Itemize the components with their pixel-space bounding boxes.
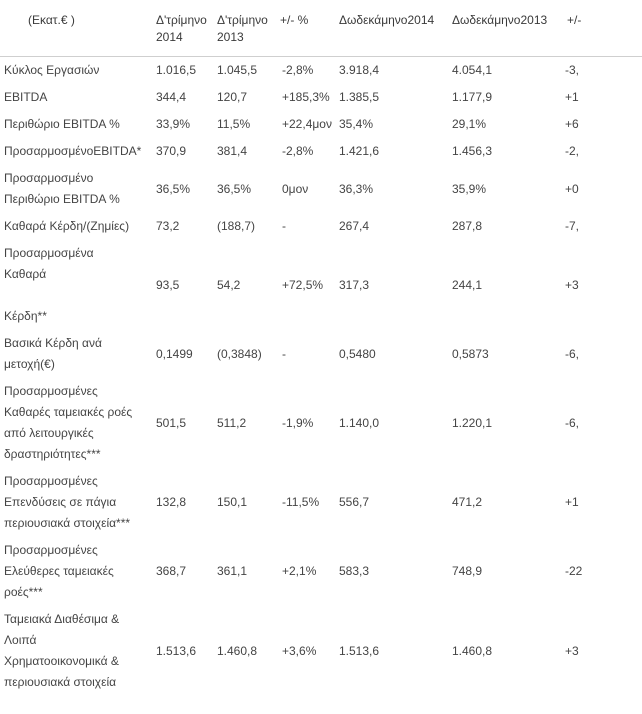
cell-change-percent: +22,4μον — [282, 117, 332, 131]
cell-quarter-current: 370,9 — [156, 144, 187, 158]
table-row — [0, 84, 642, 111]
cell-change: -22 — [565, 564, 583, 578]
cell-change: +1 — [565, 90, 579, 104]
row-label — [0, 240, 152, 330]
cell-quarter-prior: (188,7) — [217, 219, 256, 233]
column-header-change-percent: +/- % — [278, 8, 335, 57]
row-label-line: ροές*** — [4, 585, 43, 599]
cell-change: -3, — [565, 63, 580, 77]
cell-ytd-prior: 0,5873 — [452, 346, 489, 361]
row-label — [0, 213, 152, 240]
table-row — [0, 330, 642, 378]
cell-quarter-current: 1.016,5 — [156, 63, 197, 77]
row-label-line: περιουσιακά στοιχεία*** — [4, 516, 131, 530]
row-label — [0, 57, 152, 85]
cell-change-percent: - — [282, 346, 286, 361]
row-label-line: Καθαρά Κέρδη/(Ζημίες) — [4, 219, 130, 233]
row-label-line: περιουσιακά στοιχεία — [4, 675, 117, 689]
cell-ytd-current: 35,4% — [339, 117, 374, 131]
financial-summary-table — [0, 8, 642, 696]
row-label-line: Ταμειακά Διαθέσιμα & — [4, 612, 120, 626]
table-row — [0, 537, 642, 606]
row-label-line: Προσαρμοσμένες — [4, 474, 98, 488]
cell-change-percent: -2,8% — [282, 63, 314, 77]
table-header — [0, 8, 642, 57]
column-header-quarter-prior-line2: 2013 — [217, 30, 244, 44]
cell-quarter-current: 501,5 — [156, 415, 187, 430]
cell-ytd-current: 267,4 — [339, 219, 370, 233]
row-label-line: Κέρδη** — [4, 309, 47, 323]
column-header-unit: (Εκατ.€ ) — [0, 8, 152, 57]
row-label-line: Προσαρμοσμένα — [4, 246, 94, 260]
column-header-ytd-current: Δωδεκάμηνο2014 — [335, 8, 448, 57]
row-label-line: Περιθώριο EBITDA % — [4, 192, 120, 206]
table-body — [0, 57, 642, 697]
row-label-line: Κύκλος Εργασιών — [4, 63, 100, 77]
cell-quarter-prior: 54,2 — [217, 277, 241, 292]
cell-quarter-prior: 1.045,5 — [217, 63, 258, 77]
table-row — [0, 111, 642, 138]
row-label-line: Προσαρμοσμένο — [4, 171, 94, 185]
row-label — [0, 138, 152, 165]
cell-change: +3 — [565, 277, 579, 292]
cell-ytd-prior: 244,1 — [452, 277, 483, 292]
row-label-spacer — [4, 285, 148, 306]
cell-ytd-prior: 29,1% — [452, 117, 487, 131]
cell-change-percent: -2,8% — [282, 144, 314, 158]
column-header-quarter-prior — [213, 8, 278, 57]
cell-change: -6, — [565, 346, 580, 361]
column-header-quarter-current-line2: 2014 — [156, 30, 183, 44]
row-label-line: Περιθώριο EBITDA % — [4, 117, 120, 131]
row-label-line: EBITDA — [4, 90, 48, 104]
cell-ytd-current: 36,3% — [339, 181, 374, 196]
table-row — [0, 606, 642, 696]
row-label — [0, 468, 152, 537]
table-row — [0, 378, 642, 468]
cell-quarter-prior: 150,1 — [217, 495, 248, 509]
column-header-change: +/- — [561, 8, 642, 57]
cell-ytd-prior: 35,9% — [452, 181, 487, 196]
row-label — [0, 84, 152, 111]
cell-ytd-prior: 1.220,1 — [452, 415, 493, 430]
row-label-line: Προσαρμοσμένες — [4, 543, 98, 557]
cell-change: +0 — [565, 181, 579, 196]
row-label-line: Ελεύθερες ταμειακές — [4, 564, 114, 578]
cell-quarter-current: 0,1499 — [156, 346, 193, 361]
row-label — [0, 330, 152, 378]
row-label — [0, 606, 152, 696]
row-label — [0, 537, 152, 606]
row-label-line: ΠροσαρμοσμένοEBITDA* — [4, 144, 142, 158]
row-label — [0, 111, 152, 138]
cell-change-percent: - — [282, 219, 286, 233]
cell-ytd-prior: 748,9 — [452, 564, 483, 578]
row-label-line: δραστηριότητες*** — [4, 447, 101, 461]
cell-ytd-prior: 1.460,8 — [452, 643, 493, 658]
cell-ytd-prior: 1.456,3 — [452, 144, 493, 158]
table-row — [0, 165, 642, 213]
cell-change: +3 — [565, 643, 579, 658]
cell-ytd-prior: 1.177,9 — [452, 90, 493, 104]
cell-quarter-current: 33,9% — [156, 117, 191, 131]
column-header-quarter-current — [152, 8, 213, 57]
cell-change-percent: +185,3% — [282, 90, 330, 104]
table-row — [0, 138, 642, 165]
cell-change-percent: +2,1% — [282, 564, 317, 578]
cell-ytd-current: 556,7 — [339, 495, 370, 509]
row-label — [0, 165, 152, 213]
cell-ytd-current: 1.385,5 — [339, 90, 380, 104]
cell-ytd-current: 1.140,0 — [339, 415, 380, 430]
cell-quarter-current: 1.513,6 — [156, 643, 197, 658]
cell-ytd-current: 3.918,4 — [339, 63, 380, 77]
cell-ytd-prior: 287,8 — [452, 219, 483, 233]
cell-quarter-current: 73,2 — [156, 219, 180, 233]
table-row — [0, 468, 642, 537]
cell-ytd-current: 0,5480 — [339, 346, 376, 361]
cell-quarter-current: 36,5% — [156, 181, 191, 196]
row-label-line: Επενδύσεις σε πάγια — [4, 495, 117, 509]
row-label-line: Χρηματοοικονομικά & — [4, 654, 119, 668]
row-label — [0, 378, 152, 468]
cell-quarter-prior: (0,3848) — [217, 346, 262, 361]
row-label-line: από λειτουργικές — [4, 426, 94, 440]
cell-change: +1 — [565, 495, 579, 509]
cell-quarter-current: 132,8 — [156, 495, 187, 509]
column-header-quarter-current-line1: Δ'τρίμηνο — [156, 13, 207, 27]
cell-change: -7, — [565, 219, 580, 233]
cell-change-percent: -11,5% — [282, 495, 320, 509]
cell-quarter-prior: 1.460,8 — [217, 643, 258, 658]
cell-change-percent: +3,6% — [282, 643, 317, 658]
cell-change: -6, — [565, 415, 580, 430]
table-row — [0, 57, 642, 85]
table-row — [0, 240, 642, 330]
cell-quarter-current: 344,4 — [156, 90, 187, 104]
row-label-line: Καθαρές ταμειακές ροές — [4, 405, 133, 419]
cell-quarter-current: 368,7 — [156, 564, 187, 578]
cell-ytd-current: 583,3 — [339, 564, 370, 578]
table-header-row — [0, 8, 642, 57]
cell-quarter-current: 93,5 — [156, 277, 180, 292]
cell-ytd-prior: 4.054,1 — [452, 63, 493, 77]
cell-quarter-prior: 381,4 — [217, 144, 248, 158]
column-header-quarter-prior-line1: Δ'τρίμηνο — [217, 13, 268, 27]
row-label-line: μετοχή(€) — [4, 357, 55, 371]
table-row — [0, 213, 642, 240]
cell-quarter-prior: 361,1 — [217, 564, 248, 578]
cell-ytd-current: 317,3 — [339, 277, 370, 292]
row-label-line: Καθαρά — [4, 267, 47, 281]
row-label-line: Βασικά Κέρδη ανά — [4, 336, 102, 350]
cell-ytd-current: 1.421,6 — [339, 144, 380, 158]
cell-quarter-prior: 11,5% — [217, 117, 251, 131]
cell-change-percent: 0μον — [282, 181, 309, 196]
cell-quarter-prior: 511,2 — [217, 415, 247, 430]
cell-ytd-prior: 471,2 — [452, 495, 483, 509]
cell-change: -2, — [565, 144, 580, 158]
row-label-line: Λοιπά — [4, 633, 37, 647]
cell-change: +6 — [565, 117, 579, 131]
cell-change-percent: -1,9% — [282, 415, 314, 430]
row-label-line: Προσαρμοσμένες — [4, 384, 98, 398]
column-header-ytd-prior: Δωδεκάμηνο2013 — [448, 8, 561, 57]
cell-quarter-prior: 36,5% — [217, 181, 252, 196]
cell-quarter-prior: 120,7 — [217, 90, 248, 104]
cell-change-percent: +72,5% — [282, 277, 324, 292]
cell-ytd-current: 1.513,6 — [339, 643, 380, 658]
